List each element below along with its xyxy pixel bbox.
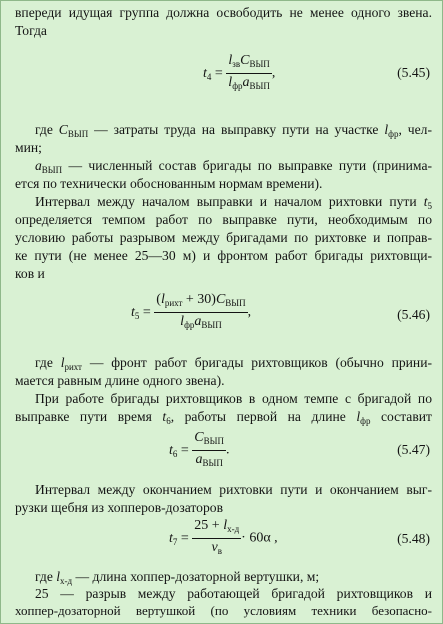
text-line: Интервал между началом выправки и началом рихтовки пути $t_5$ bbox=[35, 194, 432, 211]
equation-5-45: $t_4$ = $\frac{l_{зв}C_{ВЫП}}{l_{фр}a_{ВЫП}}$ , bbox=[203, 53, 276, 91]
text-line: $a_{ВЫП}$ — численный состав бригады по выправке пути (принима- bbox=[35, 158, 432, 175]
text-line: где $C_{ВЫП}$ — затраты труда на выправку пути на участке $l_{фр}$, чел- bbox=[35, 122, 432, 139]
equation-5-47: $t_6$ = $\frac{C_{ВЫП}}{a_{ВЫП}}$ . bbox=[169, 430, 230, 468]
text-line: рузки щебня из хопперов-дозаторов bbox=[15, 500, 223, 515]
text-line: ков и bbox=[15, 266, 45, 281]
text-line: ется по технически обоснованным нормам времени). bbox=[15, 176, 323, 191]
equation-number: (5.46) bbox=[397, 307, 430, 322]
equation-number: (5.47) bbox=[397, 442, 430, 457]
equation-number: (5.45) bbox=[397, 65, 430, 80]
text-line: Тогда bbox=[15, 23, 47, 38]
equation-number: (5.48) bbox=[397, 531, 430, 546]
text-line: 25 — разрыв между работающей бригадой рихтовщиков и bbox=[35, 586, 432, 601]
text-line: При работе бригады рихтовщиков в одном темпе с бригадой по bbox=[35, 391, 432, 406]
text-line: условию работы разрывом между бригадами по рихтовке и поправ- bbox=[15, 230, 432, 245]
text-line: хоппер-дозаторной вертушкой (по условиям техники безопасно- bbox=[15, 603, 432, 618]
text-line: ке пути (не менее 25—30 м) и фронтом работ бригады рихтовщи- bbox=[15, 248, 432, 263]
equation-5-46: $t_5$ = $\frac{(l_{рихт} + 30)C_{ВЫП}}{l_{фр}a_{ВЫП}}$ , bbox=[131, 292, 252, 330]
text-line: мин; bbox=[15, 140, 42, 155]
text-line: выправке пути время $t_6$, работы первой на длине $l_{фр}$ составит bbox=[15, 409, 432, 426]
text-line: где $l_{х-д}$ — длина хоппер-дозаторной вертушки, м; bbox=[35, 569, 320, 586]
equation-5-48: $t_7$ = $\frac{25 + l_{х-д}}{v_в}$ · 60α , bbox=[169, 518, 278, 556]
text-line: мается равным длине одного звена). bbox=[15, 373, 225, 388]
text-line: определяется темпом работ по выправке пути, необходимым по bbox=[15, 212, 432, 227]
text-line: впереди идущая группа должна освободить не менее одного звена. bbox=[15, 5, 432, 20]
text-line: где $l_{рихт}$ — фронт работ бригады рихтовщиков (обычно прини- bbox=[35, 355, 432, 372]
text-line: Интервал между окончанием рихтовки пути и окончанием выг- bbox=[35, 482, 432, 497]
